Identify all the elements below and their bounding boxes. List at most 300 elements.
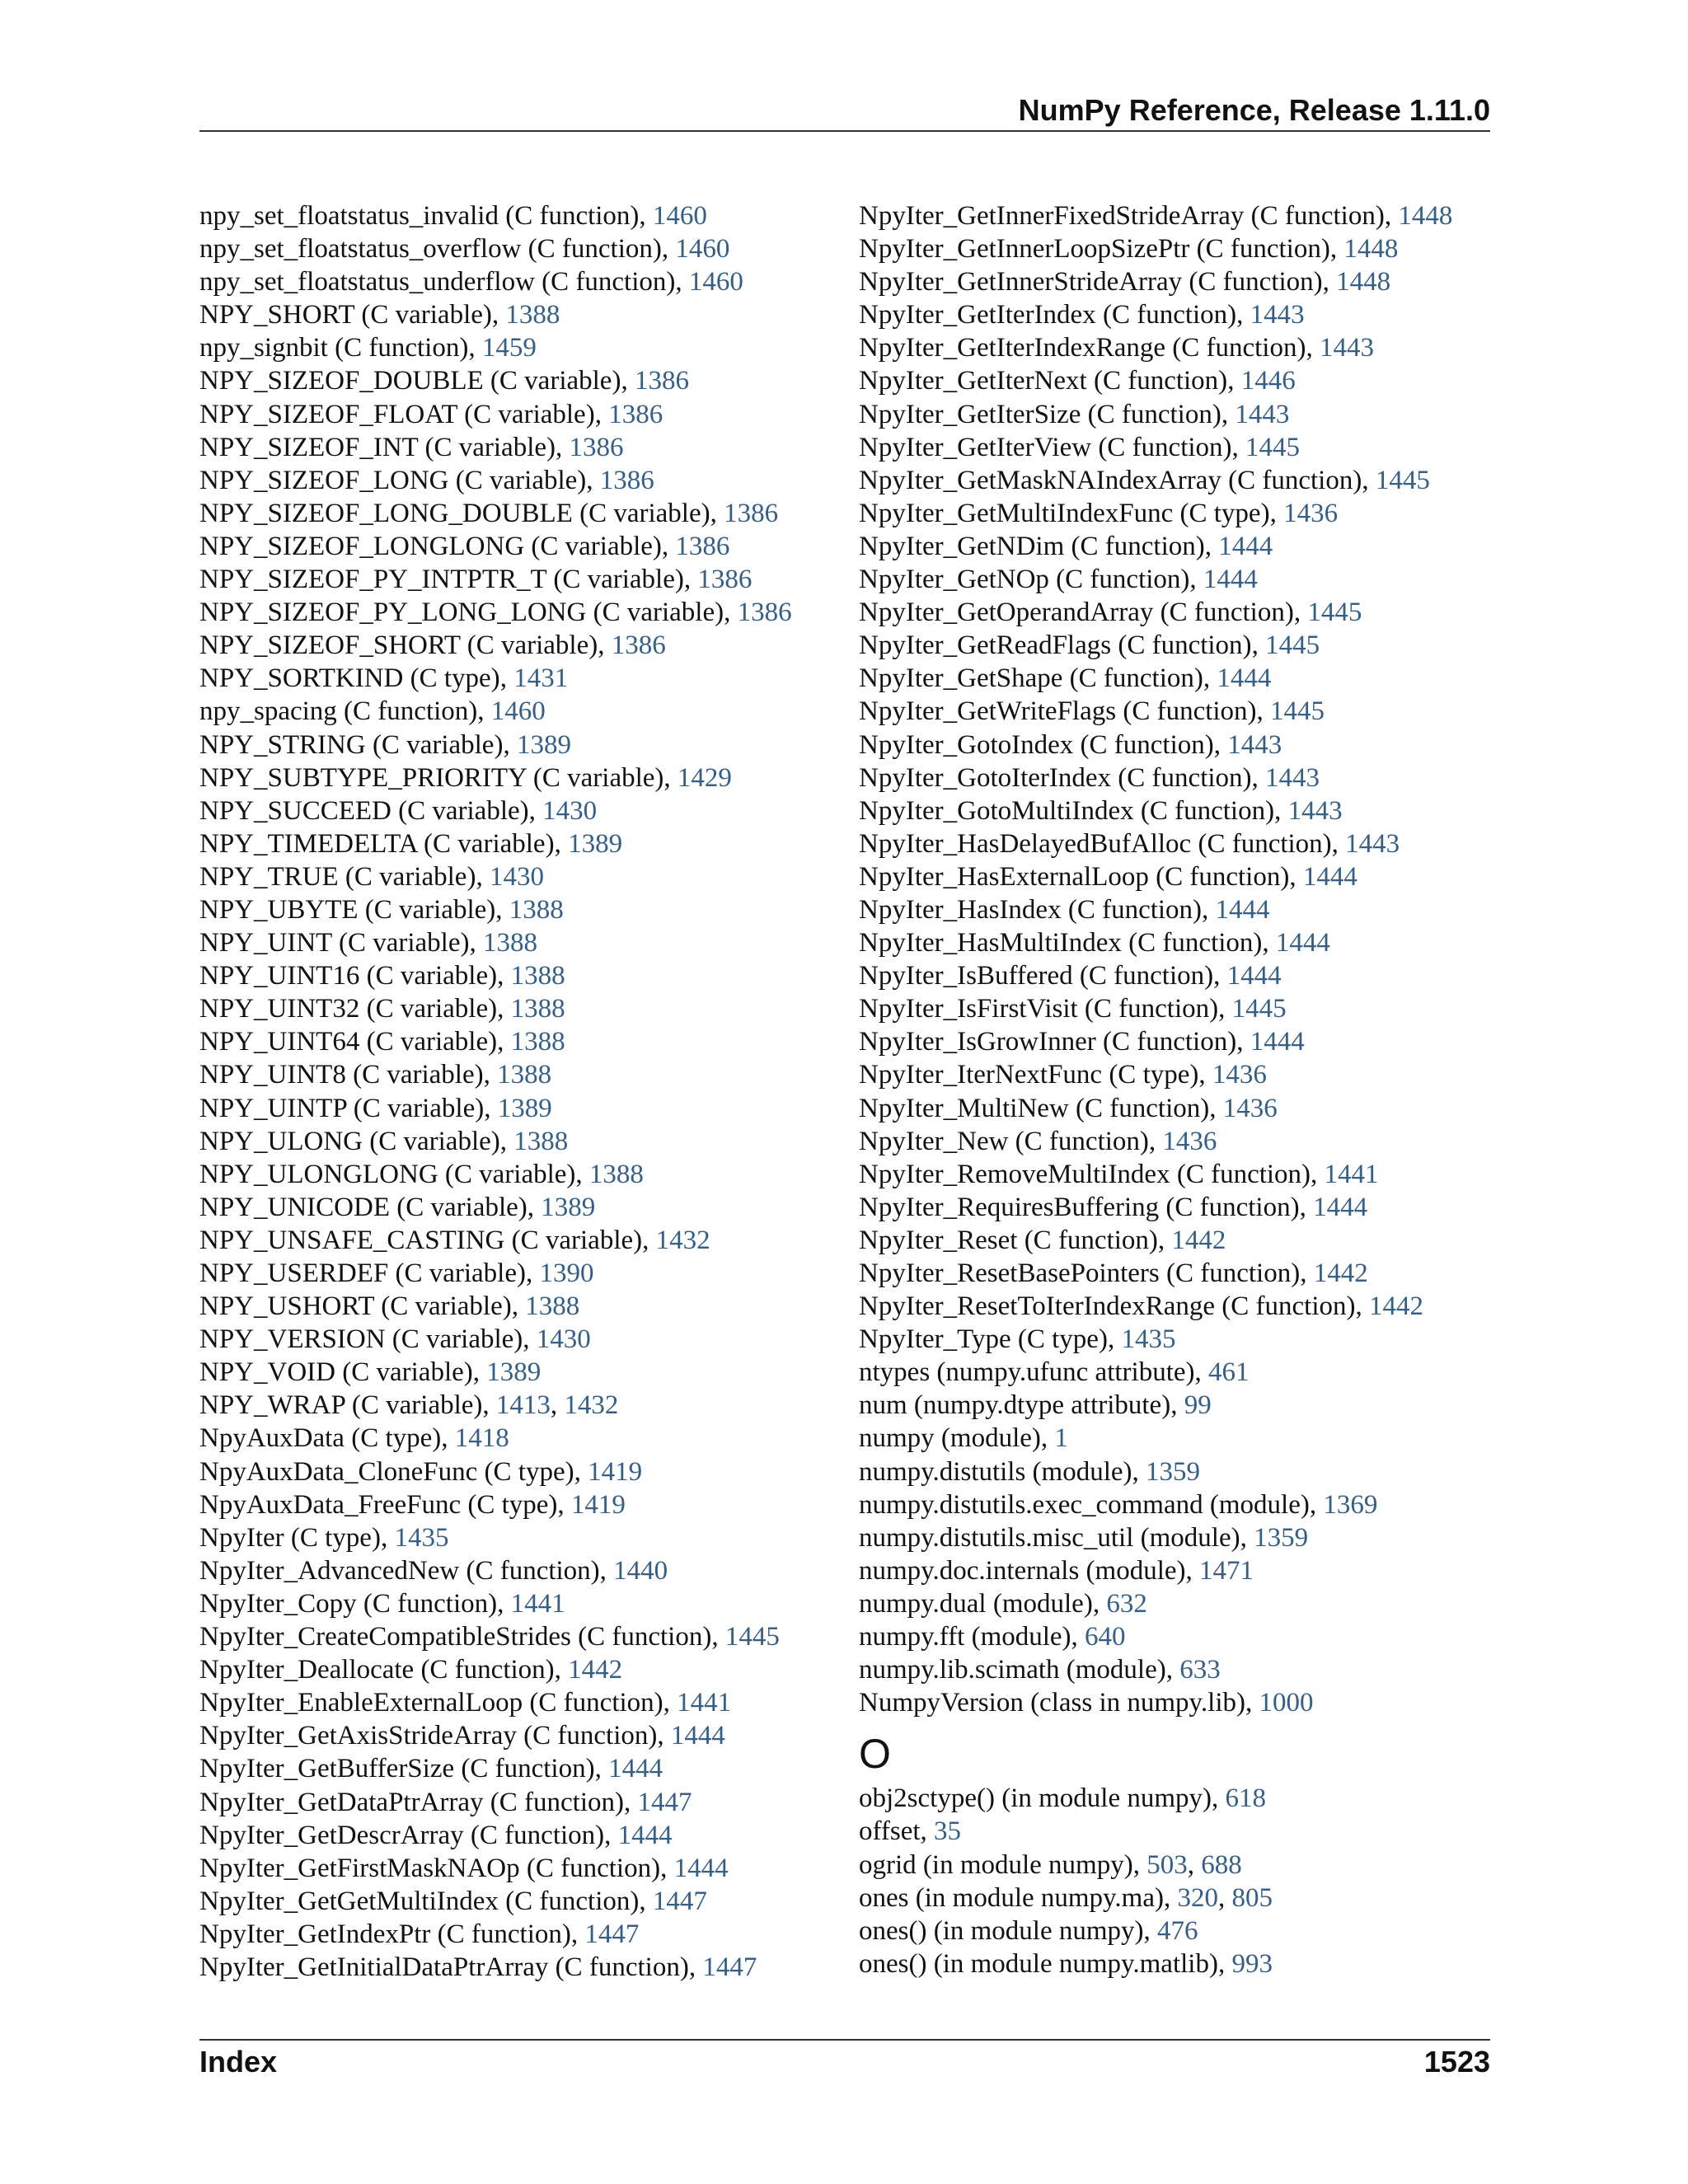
index-entry: NPY_ULONGLONG (C variable), 1388 [199,1159,644,1189]
index-term: numpy.distutils.exec_command (module) [859,1489,1310,1520]
page-link[interactable]: 1386 [599,465,654,495]
index-entry: NpyIter_HasIndex (C function), 1444 [859,894,1270,925]
index-term: NpyIter_HasExternalLoop (C function) [859,861,1290,892]
page-link[interactable]: 1388 [588,1159,644,1189]
page-link[interactable]: 1444 [673,1853,729,1883]
index-entry: NpyIter_GetGetMultiIndex (C function), 1447 [199,1886,707,1916]
page-link[interactable]: 1442 [1313,1258,1368,1288]
index-term: NpyIter_GetIndexPtr (C function) [199,1919,571,1949]
index-term: NpyIter_ResetToIterIndexRange (C function) [859,1291,1356,1322]
index-entry: numpy (module), 1 [859,1423,1068,1454]
index-entry: NpyIter_ResetBasePointers (C function), 1442 [859,1258,1368,1288]
index-entry: NPY_WRAP (C variable), 1413, 1432 [199,1390,619,1421]
index-entry: NpyIter_GetInitialDataPtrArray (C function), 1447 [199,1952,757,1982]
page-link[interactable]: 1413 [495,1390,551,1421]
page-link[interactable]: 1443 [1265,762,1320,793]
page-link[interactable]: 1431 [513,663,569,694]
index-term: NPY_STRING (C variable) [199,729,504,760]
index-entry: NpyIter_GotoIndex (C function), 1443 [859,729,1282,760]
index-term: NpyIter_IsFirstVisit (C function) [859,994,1219,1024]
index-entry: NpyIter_GetIterIndex (C function), 1443 [859,300,1305,330]
index-term: NumpyVersion (class in numpy.lib) [859,1688,1245,1718]
page-link[interactable]: 1448 [1343,234,1399,265]
index-term: NPY_UINTP (C variable) [199,1093,485,1123]
index-entry: NpyAuxData_FreeFunc (C type), 1419 [199,1489,626,1520]
index-entry: num (numpy.dtype attribute), 99 [859,1390,1212,1421]
index-entry: NpyIter_GetDataPtrArray (C function), 1447 [199,1787,692,1817]
index-entry: NpyIter_GetWriteFlags (C function), 1445 [859,696,1325,727]
index-term: NpyIter (C type) [199,1522,381,1553]
index-term: NpyIter_GetNDim (C function) [859,531,1205,561]
page-link[interactable]: 1444 [1226,961,1282,991]
page-link[interactable]: 1443 [1287,795,1343,826]
page-link[interactable]: 1386 [697,565,753,595]
page-link[interactable]: 1448 [1398,201,1453,231]
index-entry: npy_signbit (C function), 1459 [199,333,537,363]
index-entry: NpyIter_GetNOp (C function), 1444 [859,565,1258,595]
page-link[interactable]: 1 [1054,1423,1068,1454]
index-term: NpyIter_CreateCompatibleStrides (C function) [199,1622,712,1652]
index-term: NpyIter_GetIterIndexRange (C function) [859,333,1306,363]
page-link[interactable]: 1442 [568,1655,623,1685]
page-link[interactable]: 320 [1177,1882,1218,1913]
index-entry: NPY_VERSION (C variable), 1430 [199,1324,591,1355]
index-entry: NpyIter_GetDescrArray (C function), 1444 [199,1820,673,1850]
index-term: ntypes (numpy.ufunc attribute) [859,1357,1195,1388]
index-term: NpyIter_MultiNew (C function) [859,1093,1210,1123]
page-link[interactable]: 1386 [608,399,663,429]
index-term: NPY_SIZEOF_PY_INTPTR_T (C variable) [199,565,684,595]
index-entry: npy_set_floatstatus_invalid (C function), 1460 [199,201,707,231]
page-link[interactable]: 1441 [677,1688,732,1718]
index-entry: numpy.dual (module), 632 [859,1588,1147,1619]
index-entry: NpyIter_GetAxisStrideArray (C function), 1444 [199,1721,725,1751]
page-link[interactable]: 1436 [1283,498,1339,528]
index-term: npy_set_floatstatus_underflow (C function) [199,267,676,298]
index-term: numpy.distutils (module) [859,1456,1132,1487]
page-link[interactable]: 1471 [1199,1555,1254,1586]
page-link[interactable]: 1443 [1227,729,1282,760]
index-entry: NpyIter_GetReadFlags (C function), 1445 [859,630,1320,661]
index-term: NpyIter_Copy (C function) [199,1588,498,1619]
page-link[interactable]: 1389 [497,1093,552,1123]
page-link[interactable]: 1440 [613,1555,668,1586]
index-entry: NPY_TRUE (C variable), 1430 [199,861,544,892]
index-term: NPY_ULONGLONG (C variable) [199,1159,576,1189]
index-entry: NpyIter_Type (C type), 1435 [859,1324,1176,1355]
index-entry: NpyIter_GetIndexPtr (C function), 1447 [199,1919,640,1949]
index-entry: NPY_UINT16 (C variable), 1388 [199,961,565,991]
page-link[interactable]: 633 [1179,1655,1221,1685]
index-entry: NPY_VOID (C variable), 1389 [199,1357,542,1388]
index-entry: numpy.distutils.exec_command (module), 1369 [859,1489,1378,1520]
index-entry: NpyIter_GetInnerStrideArray (C function), 1448 [859,267,1391,298]
index-term: NpyIter_New (C function) [859,1126,1149,1156]
index-entry: NPY_USHORT (C variable), 1388 [199,1291,580,1322]
index-entry: NPY_USERDEF (C variable), 1390 [199,1258,594,1288]
page-link[interactable]: 1443 [1235,399,1290,429]
page-link[interactable]: 618 [1225,1783,1267,1814]
page-link[interactable]: 1459 [481,333,537,363]
index-entry: obj2sctype() (in module numpy), 618 [859,1783,1267,1814]
index-term: NPY_VOID (C variable) [199,1357,473,1388]
index-entry: numpy.fft (module), 640 [859,1622,1126,1652]
index-entry: NpyAuxData_CloneFunc (C type), 1419 [199,1456,643,1487]
index-entry: numpy.distutils (module), 1359 [859,1456,1201,1487]
index-term: numpy.dual (module) [859,1588,1093,1619]
page-link[interactable]: 1444 [617,1820,673,1850]
index-term: num (numpy.dtype attribute) [859,1390,1171,1421]
page-link[interactable]: 993 [1231,1948,1273,1979]
page-link[interactable]: 1444 [608,1754,663,1784]
index-term: NpyIter_GetReadFlags (C function) [859,630,1252,661]
index-entry: ntypes (numpy.ufunc attribute), 461 [859,1357,1250,1388]
index-term: NpyIter_GetGetMultiIndex (C function) [199,1886,640,1916]
index-term: npy_set_floatstatus_overflow (C function) [199,234,662,265]
index-entry: NpyIter_GetInnerFixedStrideArray (C function), 1448 [859,201,1453,231]
page-link[interactable]: 35 [934,1816,962,1847]
page-link[interactable]: 1447 [584,1919,640,1949]
index-term: NpyAuxData (C type) [199,1423,442,1454]
index-entry: NpyIter_ResetToIterIndexRange (C function), 1442 [859,1291,1423,1322]
page-link[interactable]: 1000 [1259,1688,1314,1718]
page-link[interactable]: 1445 [724,1622,780,1652]
page-link[interactable]: 1388 [513,1126,569,1156]
page-link[interactable]: 1418 [454,1423,509,1454]
index-entry: NPY_SIZEOF_PY_INTPTR_T (C variable), 1386 [199,565,753,595]
page-link[interactable]: 1386 [737,598,792,628]
page-link[interactable]: 1444 [1218,531,1273,561]
index-term: NpyIter_IsBuffered (C function) [859,961,1214,991]
page-link[interactable]: 1460 [688,267,743,298]
index-term: NpyIter_GetDataPtrArray (C function) [199,1787,624,1817]
index-term: ogrid (in module numpy) [859,1849,1133,1880]
index-term: obj2sctype() (in module numpy) [859,1783,1212,1814]
page-link[interactable]: 1388 [510,961,565,991]
index-term: NPY_SIZEOF_LONG (C variable) [199,465,587,495]
index-term: NpyAuxData_CloneFunc (C type) [199,1456,574,1487]
index-term: npy_set_floatstatus_invalid (C function) [199,201,640,231]
index-term: NPY_UNICODE (C variable) [199,1192,528,1222]
page-link[interactable]: 1389 [516,729,571,760]
index-entry: NPY_SIZEOF_INT (C variable), 1386 [199,432,624,462]
index-term: NpyIter_GetOperandArray (C function) [859,598,1294,628]
page-link[interactable]: 461 [1208,1357,1250,1388]
index-term: NpyIter_AdvancedNew (C function) [199,1555,600,1586]
index-entry: NpyIter_AdvancedNew (C function), 1440 [199,1555,668,1586]
index-term: NpyIter_Type (C type) [859,1324,1108,1355]
index-term: NPY_SIZEOF_DOUBLE (C variable) [199,366,621,396]
index-entry: NpyIter (C type), 1435 [199,1522,449,1553]
index-entry: NpyIter_GetMultiIndexFunc (C type), 1436 [859,498,1339,528]
page-link[interactable]: 1430 [542,795,598,826]
page-link[interactable]: 1442 [1369,1291,1423,1322]
running-header: NumPy Reference, Release 1.11.0 [1018,93,1490,127]
page-link[interactable]: 1444 [1203,565,1258,595]
page-link[interactable]: 1444 [1215,894,1270,925]
page-link[interactable]: 1430 [489,861,544,892]
page-link[interactable]: 1388 [525,1291,580,1322]
index-term: numpy (module) [859,1423,1041,1454]
index-entry: NPY_UINT32 (C variable), 1388 [199,994,565,1024]
index-entry: NpyIter_IsFirstVisit (C function), 1445 [859,994,1287,1024]
page-link[interactable]: 1443 [1345,828,1400,859]
page-link[interactable]: 1436 [1212,1060,1267,1090]
index-term: NpyIter_HasDelayedBufAlloc (C function) [859,828,1332,859]
index-entry: NPY_SIZEOF_LONGLONG (C variable), 1386 [199,531,730,561]
index-term: NPY_SIZEOF_FLOAT (C variable) [199,399,595,429]
page-link[interactable]: 640 [1085,1622,1126,1652]
page-link[interactable]: 1386 [611,630,666,661]
index-entry: NpyIter_GetMaskNAIndexArray (C function), 1445 [859,465,1430,495]
index-entry: NpyIter_GetIterSize (C function), 1443 [859,399,1290,429]
index-entry: NpyIter_MultiNew (C function), 1436 [859,1093,1278,1123]
index-term: NPY_UINT64 (C variable) [199,1027,498,1057]
index-term: NpyIter_GetDescrArray (C function) [199,1820,605,1850]
page-link[interactable]: 1359 [1254,1522,1309,1553]
index-entry: NpyIter_IterNextFunc (C type), 1436 [859,1060,1267,1090]
index-term: NPY_SHORT (C variable) [199,300,492,330]
index-term: NPY_USHORT (C variable) [199,1291,512,1322]
page-link[interactable]: 1441 [510,1588,565,1619]
index-entry: NpyIter_GetIterView (C function), 1445 [859,432,1301,462]
page-link[interactable]: 1388 [510,1027,565,1057]
index-entry: NPY_SUCCEED (C variable), 1430 [199,795,598,826]
page-link[interactable]: 1447 [652,1886,707,1916]
index-term: npy_signbit (C function) [199,333,469,363]
index-term: NPY_SUBTYPE_PRIORITY (C variable) [199,762,664,793]
page-link[interactable]: 1388 [483,928,537,958]
index-term: NPY_SIZEOF_LONGLONG (C variable) [199,531,662,561]
page-link[interactable]: 1436 [1222,1093,1278,1123]
index-entry: NpyIter_EnableExternalLoop (C function), 1441 [199,1688,732,1718]
index-entry: NpyIter_GotoMultiIndex (C function), 1443 [859,795,1343,826]
page-link[interactable]: 1445 [1270,696,1325,727]
page-link[interactable]: 1447 [702,1952,757,1982]
index-entry: NpyAuxData (C type), 1418 [199,1423,509,1454]
page-link[interactable]: 1443 [1250,300,1305,330]
index-term: NpyIter_IsGrowInner (C function) [859,1027,1237,1057]
page-link[interactable]: 1446 [1240,366,1296,396]
index-term: NPY_SIZEOF_LONG_DOUBLE (C variable) [199,498,710,528]
index-entry: numpy.lib.scimath (module), 633 [859,1655,1221,1685]
page-link[interactable]: 1435 [394,1522,449,1553]
index-term: NpyIter_GetShape (C function) [859,663,1203,694]
index-term: NPY_VERSION (C variable) [199,1324,523,1355]
index-entry: NpyIter_Reset (C function), 1442 [859,1225,1226,1255]
index-entry: ogrid (in module numpy), 503, 688 [859,1849,1242,1880]
index-entry: NpyIter_GetIterIndexRange (C function), 1443 [859,333,1374,363]
index-entry: NpyIter_New (C function), 1436 [859,1126,1217,1156]
page-link[interactable]: 1432 [655,1225,710,1255]
index-entry: NPY_SUBTYPE_PRIORITY (C variable), 1429 [199,762,732,793]
index-term: numpy.distutils.misc_util (module) [859,1522,1240,1553]
footer-section-label: Index [199,2045,278,2079]
page-link[interactable]: 805 [1231,1882,1273,1913]
header-rule [199,130,1490,132]
index-entry: NpyIter_IsBuffered (C function), 1444 [859,961,1282,991]
index-term: NpyIter_GetMaskNAIndexArray (C function) [859,465,1362,495]
index-entry: NPY_SIZEOF_DOUBLE (C variable), 1386 [199,366,689,396]
index-term: NpyIter_RemoveMultiIndex (C function) [859,1159,1311,1189]
page-link[interactable]: 1359 [1146,1456,1201,1487]
index-term: NPY_UINT8 (C variable) [199,1060,484,1090]
page-link[interactable]: 1429 [677,762,732,793]
index-term: NPY_SIZEOF_SHORT (C variable) [199,630,598,661]
index-entry: NpyIter_Deallocate (C function), 1442 [199,1655,623,1685]
index-term: NPY_UINT (C variable) [199,928,470,958]
index-entry: NpyIter_GetInnerLoopSizePtr (C function), 1448 [859,234,1399,265]
index-term: NpyIter_HasIndex (C function) [859,894,1203,925]
page-link[interactable]: 1369 [1323,1489,1378,1520]
index-entry: ones() (in module numpy.matlib), 993 [859,1948,1273,1979]
page-link[interactable]: 1389 [486,1357,542,1388]
index-term: NpyIter_IterNextFunc (C type) [859,1060,1199,1090]
index-term: ones (in module numpy.ma) [859,1882,1164,1913]
index-entry: ones() (in module numpy), 476 [859,1915,1198,1946]
index-term: NpyIter_GetIterIndex (C function) [859,300,1237,330]
page-link[interactable]: 1386 [634,366,689,396]
page-link[interactable]: 1390 [539,1258,594,1288]
index-entry: NpyIter_Copy (C function), 1441 [199,1588,565,1619]
page-link[interactable]: 1388 [510,994,565,1024]
index-entry: NPY_SIZEOF_LONG (C variable), 1386 [199,465,654,495]
index-list-n-continued [859,199,1502,1719]
page-link[interactable]: 1444 [1313,1192,1368,1222]
index-term: NPY_USERDEF (C variable) [199,1258,526,1288]
index-term: NpyIter_RequiresBuffering (C function) [859,1192,1300,1222]
index-term: NPY_UBYTE (C variable) [199,894,496,925]
page-link[interactable]: 1435 [1121,1324,1176,1355]
index-term: NpyIter_ResetBasePointers (C function) [859,1258,1301,1288]
page-link[interactable]: 1444 [1217,663,1272,694]
page-link[interactable]: 476 [1157,1915,1198,1946]
index-entry: NPY_UINT64 (C variable), 1388 [199,1027,565,1057]
page-link[interactable]: 1388 [497,1060,552,1090]
index-term: NpyIter_GetIterView (C function) [859,432,1232,462]
page-link[interactable]: 503 [1146,1849,1188,1880]
page-link[interactable]: 1432 [564,1390,619,1421]
index-entry: NpyIter_GetFirstMaskNAOp (C function), 1444 [199,1853,729,1883]
index-term: NpyAuxData_FreeFunc (C type) [199,1489,558,1520]
page-link[interactable]: 1445 [1231,994,1287,1024]
index-column-right [859,199,1502,1980]
index-term: NpyIter_GetInitialDataPtrArray (C function) [199,1952,689,1982]
index-term: NpyIter_GetIterSize (C function) [859,399,1221,429]
page-link[interactable]: 1460 [675,234,730,265]
page-link[interactable]: 1445 [1265,630,1320,661]
page-link[interactable]: 1419 [570,1489,626,1520]
page-link[interactable]: 1443 [1319,333,1374,363]
page-link[interactable]: 1386 [724,498,779,528]
page-link[interactable]: 1389 [541,1192,596,1222]
index-term: NpyIter_GetAxisStrideArray (C function) [199,1721,658,1751]
page-link[interactable]: 1445 [1245,432,1301,462]
index-term: NpyIter_GotoIndex (C function) [859,729,1214,760]
page-link[interactable]: 1386 [675,531,730,561]
page-link[interactable]: 1460 [490,696,546,727]
page-link[interactable]: 1445 [1307,598,1362,628]
index-term: NpyIter_GetMultiIndexFunc (C type) [859,498,1270,528]
index-entry: NpyIter_HasMultiIndex (C function), 1444 [859,928,1330,958]
index-entry: NPY_SIZEOF_FLOAT (C variable), 1386 [199,399,663,429]
index-entry: NpyIter_HasDelayedBufAlloc (C function), 1443 [859,828,1400,859]
index-term: NpyIter_GotoIterIndex (C function) [859,762,1252,793]
page-link[interactable]: 632 [1106,1588,1147,1619]
index-term: NpyIter_EnableExternalLoop (C function) [199,1688,663,1718]
index-term: NpyIter_GetBufferSize (C function) [199,1754,595,1784]
index-entry: NPY_SIZEOF_LONG_DOUBLE (C variable), 1386 [199,498,779,528]
page-link[interactable]: 1448 [1336,267,1391,298]
index-term: NPY_TRUE (C variable) [199,861,476,892]
page-link[interactable]: 1447 [637,1787,692,1817]
index-term: NPY_UINT16 (C variable) [199,961,498,991]
page-link[interactable]: 1460 [652,201,707,231]
index-entry: NPY_UBYTE (C variable), 1388 [199,894,564,925]
index-term: NPY_WRAP (C variable) [199,1390,483,1421]
index-entry: NpyIter_IsGrowInner (C function), 1444 [859,1027,1305,1057]
page-link[interactable]: 1444 [1250,1027,1305,1057]
index-term: NPY_UINT32 (C variable) [199,994,498,1024]
page-link[interactable]: 1430 [536,1324,591,1355]
footer-page-number: 1523 [1423,2045,1490,2079]
index-entry: ones (in module numpy.ma), 320, 805 [859,1882,1273,1913]
index-entry: NPY_TIMEDELTA (C variable), 1389 [199,828,623,859]
page-link[interactable]: 1389 [568,828,623,859]
index-entry: NPY_ULONG (C variable), 1388 [199,1126,569,1156]
index-entry: NpyIter_GotoIterIndex (C function), 1443 [859,762,1320,793]
page-link[interactable]: 1419 [588,1456,643,1487]
index-column-left [199,199,842,1984]
index-entry: NpyIter_GetBufferSize (C function), 1444 [199,1754,663,1784]
index-term: NpyIter_GetInnerStrideArray (C function) [859,267,1323,298]
page-link[interactable]: 688 [1201,1849,1242,1880]
index-term: numpy.lib.scimath (module) [859,1655,1166,1685]
index-term: NpyIter_GetWriteFlags (C function) [859,696,1257,727]
index-entry: offset, 35 [859,1816,962,1847]
index-term: NpyIter_HasMultiIndex (C function) [859,928,1263,958]
index-entry: numpy.distutils.misc_util (module), 1359 [859,1522,1309,1553]
index-term: ones() (in module numpy) [859,1915,1144,1946]
index-entry: NPY_UINT (C variable), 1388 [199,928,537,958]
page-link[interactable]: 99 [1184,1390,1212,1421]
page-link[interactable]: 1445 [1375,465,1430,495]
page-link[interactable]: 1386 [569,432,624,462]
index-entry: NpyIter_RequiresBuffering (C function), 1444 [859,1192,1368,1222]
page-link[interactable]: 1441 [1324,1159,1379,1189]
page-link[interactable]: 1444 [1302,861,1357,892]
index-entry: NpyIter_GetIterNext (C function), 1446 [859,366,1296,396]
page-link[interactable]: 1388 [509,894,564,925]
index-term: ones() (in module numpy.matlib) [859,1948,1218,1979]
letter-heading-o: O [859,1731,891,1778]
page-link[interactable]: 1436 [1162,1126,1217,1156]
index-term: NpyIter_Deallocate (C function) [199,1655,555,1685]
page-link[interactable]: 1444 [1275,928,1330,958]
index-term: NpyIter_GotoMultiIndex (C function) [859,795,1275,826]
index-entry: NpyIter_RemoveMultiIndex (C function), 1441 [859,1159,1379,1189]
index-entry: NPY_SHORT (C variable), 1388 [199,300,560,330]
index-entry: npy_spacing (C function), 1460 [199,696,546,727]
page-link[interactable]: 1388 [505,300,560,330]
index-entry: NPY_SORTKIND (C type), 1431 [199,663,569,694]
index-entry: NpyIter_GetOperandArray (C function), 1445 [859,598,1362,628]
index-entry: NPY_STRING (C variable), 1389 [199,729,571,760]
index-term: NpyIter_GetIterNext (C function) [859,366,1228,396]
page-link[interactable]: 1444 [670,1721,725,1751]
index-entry: NpyIter_GetShape (C function), 1444 [859,663,1272,694]
page-link[interactable]: 1442 [1171,1225,1226,1255]
